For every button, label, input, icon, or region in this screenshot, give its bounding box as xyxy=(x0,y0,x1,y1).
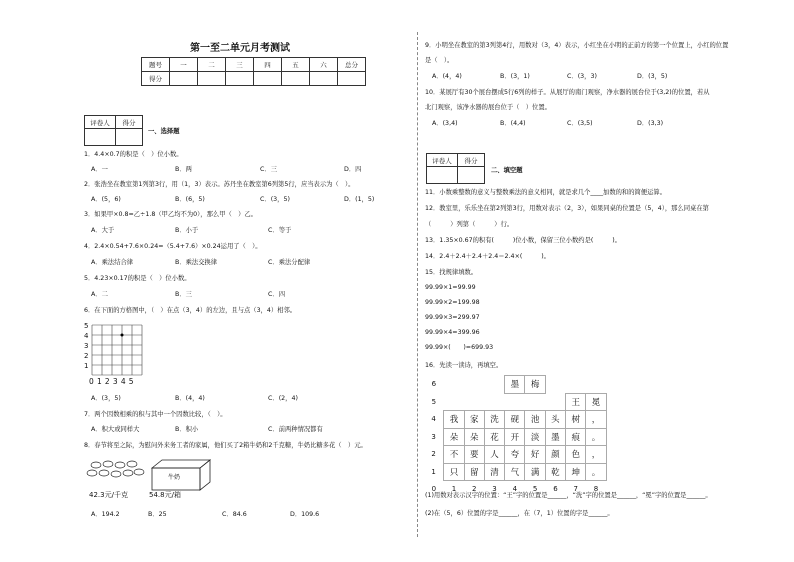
score-cell[interactable] xyxy=(282,72,310,86)
option[interactable]: A．一 xyxy=(91,166,108,173)
poem-x-label: 4 xyxy=(512,485,518,494)
poem-char: 墨 xyxy=(545,428,565,446)
question-text: 6．在下面的方格图中，（ ）在点（3，4）的左边，且与点（3，4）相邻。 xyxy=(84,307,297,314)
score-header: 三 xyxy=(226,58,254,72)
option[interactable]: A．乘法结合律 xyxy=(91,259,134,266)
question-text: 16．先读一读诗，再填空。 xyxy=(425,362,503,369)
option[interactable]: D．四 xyxy=(344,166,362,173)
poem-char: 朵 xyxy=(444,428,464,446)
question-text: 是（ ）。 xyxy=(425,57,454,64)
reviewer-cell[interactable] xyxy=(427,167,458,184)
score-row-label: 得分 xyxy=(142,72,170,86)
poem-x-label: 2 xyxy=(472,485,477,494)
poem-char: 梅 xyxy=(525,376,545,394)
option[interactable]: D．(3,3) xyxy=(637,120,664,127)
question-text: 3．如果甲×0.8=乙÷1.8（甲乙均不为0），那么甲（ ）乙。 xyxy=(84,211,257,218)
milk-price: 54.8元/箱 xyxy=(149,491,181,499)
grid-lines xyxy=(92,325,142,375)
question-text: (2)在（5，6）位置的字是______，在（7，1）位置的字是______。 xyxy=(425,510,614,517)
question-text: 14．2.4＋2.4＋2.4＋2.4＝2.4×( )。 xyxy=(425,253,550,260)
y-tick-label: 5 xyxy=(84,322,89,330)
score-cell[interactable] xyxy=(310,72,338,86)
option[interactable]: B．(4,4) xyxy=(500,120,526,127)
option[interactable]: B．(6，5) xyxy=(175,196,205,203)
option[interactable]: B．三 xyxy=(175,291,192,298)
reviewer-cell[interactable] xyxy=(116,129,143,146)
poem-x-label: 8 xyxy=(593,485,599,494)
score-cell[interactable] xyxy=(170,72,198,86)
question-text: 10．某展厅有30个展台摆成5行6列的样子。从展厅的南门观察，净水器的展台位于(3,2)的位置，若从 xyxy=(425,89,710,96)
option[interactable]: D．109.6 xyxy=(290,511,320,518)
option[interactable]: C．四 xyxy=(268,291,285,298)
poem-y-label: 2 xyxy=(431,450,436,459)
poem-char: 留 xyxy=(464,463,484,481)
question-text: 5．4.23×0.17的积是（ ）位小数。 xyxy=(84,275,191,282)
option[interactable]: D．(3，5) xyxy=(637,73,668,80)
y-tick-label: 1 xyxy=(84,362,89,370)
poem-y-label: 5 xyxy=(431,397,437,406)
score-cell[interactable] xyxy=(338,72,366,86)
option[interactable]: C．(3,5) xyxy=(567,120,593,127)
page-title: 第一至二单元月考测试 xyxy=(190,43,290,54)
score-header: 六 xyxy=(310,58,338,72)
score-header: 二 xyxy=(198,58,226,72)
score-header: 总分 xyxy=(338,58,366,72)
question-text: 北门观察，该净水器的展台位于（ ）位置。 xyxy=(425,104,551,111)
poem-char: 朵 xyxy=(464,428,484,446)
poem-grid xyxy=(424,375,607,498)
poem-char: 颜 xyxy=(545,446,565,464)
poem-char: 痕 xyxy=(566,428,586,446)
option[interactable]: C．(3，3) xyxy=(567,73,597,80)
option[interactable]: C．(2，4) xyxy=(268,395,298,402)
reviewer-label: 评卷人 xyxy=(427,154,458,167)
question-text: 2．张浩坐在教室第1列第3行，用（1，3）表示。苏丹坐在教室第6列第5行，应当表示为（ ）。 xyxy=(84,181,355,188)
pattern-line: 99.99×( )=699.93 xyxy=(425,344,494,351)
score-cell[interactable] xyxy=(226,72,254,86)
poem-char: 头 xyxy=(545,411,565,429)
poem-y-label: 1 xyxy=(431,467,436,476)
poem-char: 好 xyxy=(525,446,545,464)
question-text: 13．1.35×0.67的积有( )位小数，保留三位小数约是( )。 xyxy=(425,237,621,244)
section-heading: 二、填空题 xyxy=(491,167,523,174)
reviewer-table-2 xyxy=(426,153,485,184)
option[interactable]: B．25 xyxy=(148,511,167,518)
section-heading: 一、选择题 xyxy=(148,128,180,135)
poem-char: 开 xyxy=(505,428,525,446)
score-header: 五 xyxy=(282,58,310,72)
poem-x-label: 3 xyxy=(492,485,497,494)
poem-char: ， xyxy=(586,446,606,464)
option[interactable]: C．三 xyxy=(260,166,277,173)
option[interactable]: A．大于 xyxy=(91,227,115,234)
question-text: 7．两个因数相乘的积与其中一个因数比较，（ ）。 xyxy=(84,411,227,418)
option[interactable]: C．乘法分配律 xyxy=(268,259,311,266)
score-cell[interactable] xyxy=(198,72,226,86)
poem-x-label: 6 xyxy=(553,485,558,494)
question-text: 9．小明坐在教室的第3列第4行，用数对（3，4）表示，小红坐在小明的正前方的第一个位置上，小红的位置 xyxy=(425,42,729,49)
score-header: 题号 xyxy=(142,58,170,72)
score-header: 四 xyxy=(254,58,282,72)
option[interactable]: B．(4，4) xyxy=(175,395,205,402)
poem-char: 。 xyxy=(586,428,606,446)
option[interactable]: C．(3，5) xyxy=(260,196,290,203)
y-tick-label: 3 xyxy=(84,342,89,350)
option[interactable]: A．(3,4) xyxy=(432,120,458,127)
reviewer-cell[interactable] xyxy=(458,167,485,184)
poem-char: 只 xyxy=(444,463,464,481)
poem-char: 池 xyxy=(525,411,545,429)
reviewer-label: 评卷人 xyxy=(85,116,116,129)
option[interactable]: A．二 xyxy=(91,291,108,298)
poem-char: 王 xyxy=(566,393,586,411)
reviewer-score-label: 得分 xyxy=(458,154,485,167)
reviewer-table-1 xyxy=(84,115,143,146)
score-table xyxy=(141,57,366,86)
poem-x-label: 0 xyxy=(431,485,437,493)
candy-image xyxy=(86,459,146,481)
candy-price: 42.3元/千克 xyxy=(89,491,128,499)
poem-char: 夸 xyxy=(505,446,525,464)
option[interactable]: D．(1，5) xyxy=(344,196,375,203)
question-text: (1)用数对表示汉字的位置：“王”字的位置是______，“洗”字的位置是______，“冕”字的位置是______。 xyxy=(425,492,712,499)
pattern-line: 99.99×4=399.96 xyxy=(425,329,480,336)
option[interactable]: C．前两种情况都有 xyxy=(268,426,323,433)
poem-char: 不 xyxy=(444,446,464,464)
question-text: 1．4.4×0.7的积是（ ）位小数。 xyxy=(84,151,183,158)
poem-y-label: 4 xyxy=(431,415,436,424)
poem-x-label: 5 xyxy=(532,485,538,494)
poem-char: 淡 xyxy=(525,428,545,446)
option[interactable]: A．积大或同样大 xyxy=(91,426,140,433)
poem-char: 砚 xyxy=(505,411,525,429)
poem-char: 乾 xyxy=(545,463,565,481)
poem-char: 色 xyxy=(566,446,586,464)
option[interactable]: B．小于 xyxy=(175,227,199,234)
poem-char: 树 xyxy=(566,411,586,429)
poem-char: 冕 xyxy=(586,393,606,411)
score-header: 一 xyxy=(170,58,198,72)
x-axis-labels: 0 1 2 3 4 5 xyxy=(89,377,134,386)
poem-x-label: 1 xyxy=(451,485,457,494)
option[interactable]: B．乘法交换律 xyxy=(175,259,218,266)
reviewer-cell[interactable] xyxy=(85,129,116,146)
pattern-line: 99.99×1=99.99 xyxy=(425,284,476,291)
poem-char: 坤 xyxy=(566,463,586,481)
y-tick-label: 2 xyxy=(84,352,89,360)
score-cell[interactable] xyxy=(254,72,282,86)
poem-char: 花 xyxy=(484,428,504,446)
poem-char: 清 xyxy=(484,463,504,481)
poem-char: ， xyxy=(586,411,606,429)
option[interactable]: B．积小 xyxy=(175,426,199,433)
milk-label: 牛奶 xyxy=(168,474,181,481)
pattern-line: 99.99×2=199.98 xyxy=(425,299,480,306)
poem-char: 要 xyxy=(464,446,484,464)
option[interactable]: A．(4，4) xyxy=(432,73,462,80)
question-text: 11．小数乘整数的意义与整数乘法的意义相同，就是求几个____加数的和的简便运算。 xyxy=(425,189,666,196)
poem-char: 洗 xyxy=(484,411,504,429)
question-text: 12．教室里，乐乐坐在第2列第3行，用数对表示（2，3），如果同桌的位置是（5，4），那么同桌在第 xyxy=(425,205,709,212)
option[interactable]: B．(3，1) xyxy=(500,73,530,80)
option[interactable]: A．(3，5) xyxy=(91,395,121,402)
pattern-line: 99.99×3=299.97 xyxy=(425,314,480,321)
option[interactable]: A．(5，6) xyxy=(91,196,121,203)
poem-char: 满 xyxy=(525,463,545,481)
option[interactable]: A．194.2 xyxy=(91,511,120,518)
option[interactable]: C．等于 xyxy=(268,227,292,234)
option[interactable]: C．84.6 xyxy=(222,511,247,518)
poem-char: 人 xyxy=(484,446,504,464)
poem-y-label: 3 xyxy=(431,432,436,441)
poem-char: 气 xyxy=(505,463,525,481)
option[interactable]: B．两 xyxy=(175,166,192,173)
grid-point xyxy=(121,334,124,337)
poem-char: 我 xyxy=(444,411,464,429)
question-text: 15．找规律填数。 xyxy=(425,269,478,276)
question-text: 8．春节将至之际，为慰问外来务工者的家属，他们买了2箱牛奶和2千克糖，牛奶比糖多花（ ）元。 xyxy=(84,442,367,449)
poem-char: 。 xyxy=(586,463,606,481)
reviewer-score-label: 得分 xyxy=(116,116,143,129)
question-text: 4．2.4×0.54+7.6×0.24=（5.4+7.6）×0.24运用了（ ）。 xyxy=(84,243,262,250)
poem-y-label: 6 xyxy=(431,380,437,389)
poem-char: 家 xyxy=(464,411,484,429)
poem-x-label: 7 xyxy=(573,485,578,494)
y-tick-label: 4 xyxy=(84,332,89,340)
poem-char: 墨 xyxy=(505,376,525,394)
question-text: （ ）列第（ ）行。 xyxy=(425,221,514,228)
column-divider xyxy=(417,32,418,537)
